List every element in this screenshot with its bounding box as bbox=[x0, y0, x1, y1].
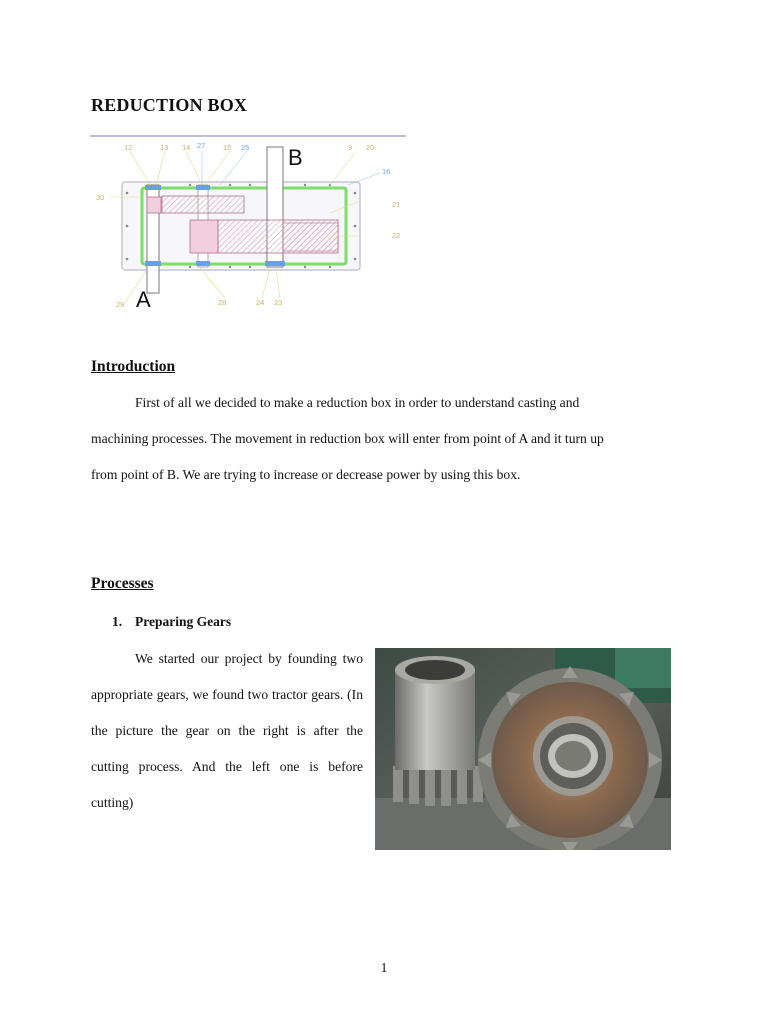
introduction-heading: Introduction bbox=[91, 358, 176, 375]
label-20: 20 bbox=[366, 143, 375, 152]
label-27: 27 bbox=[197, 141, 206, 150]
document-title: REDUCTION BOX bbox=[91, 95, 248, 115]
intro-line-2: machining processes. The movement in reduction box will enter from point of A and it turn up bbox=[91, 431, 604, 446]
label-22: 22 bbox=[392, 231, 401, 240]
subsection-number: 1. bbox=[112, 614, 123, 629]
label-14: 14 bbox=[182, 143, 191, 152]
label-24: 24 bbox=[256, 298, 265, 307]
label-23: 23 bbox=[274, 298, 283, 307]
label-13: 13 bbox=[160, 143, 169, 152]
intro-line-3: from point of B. We are trying to increase or decrease power by using this box. bbox=[91, 467, 521, 482]
introduction-paragraph bbox=[91, 385, 671, 493]
label-16: 16 bbox=[382, 167, 391, 176]
reduction-box-diagram bbox=[90, 133, 406, 315]
label-30: 30 bbox=[96, 193, 105, 202]
label-point-b: B bbox=[288, 145, 303, 170]
label-29: 29 bbox=[116, 300, 125, 309]
label-9: 9 bbox=[348, 143, 353, 152]
intro-line-1: First of all we decided to make a reduction box in order to understand casting and bbox=[135, 395, 580, 410]
subsection-heading bbox=[112, 614, 231, 630]
label-15: 15 bbox=[223, 143, 232, 152]
label-21: 21 bbox=[392, 200, 401, 209]
gears-paragraph bbox=[91, 641, 363, 821]
label-point-a: A bbox=[136, 287, 151, 312]
subsection-title: Preparing Gears bbox=[135, 614, 232, 629]
label-28: 28 bbox=[218, 298, 227, 307]
label-12: 12 bbox=[124, 143, 133, 152]
gears-paragraph-text: We started our project by founding two appropriate gears, we found two tractor gears. (In the picture the gear on the right is after the cutting process. And the left one is before cutting) bbox=[91, 651, 363, 810]
label-25: 25 bbox=[241, 143, 250, 152]
processes-heading: Processes bbox=[91, 575, 154, 592]
page-number: 1 bbox=[380, 960, 388, 975]
gears-photo bbox=[375, 648, 671, 850]
